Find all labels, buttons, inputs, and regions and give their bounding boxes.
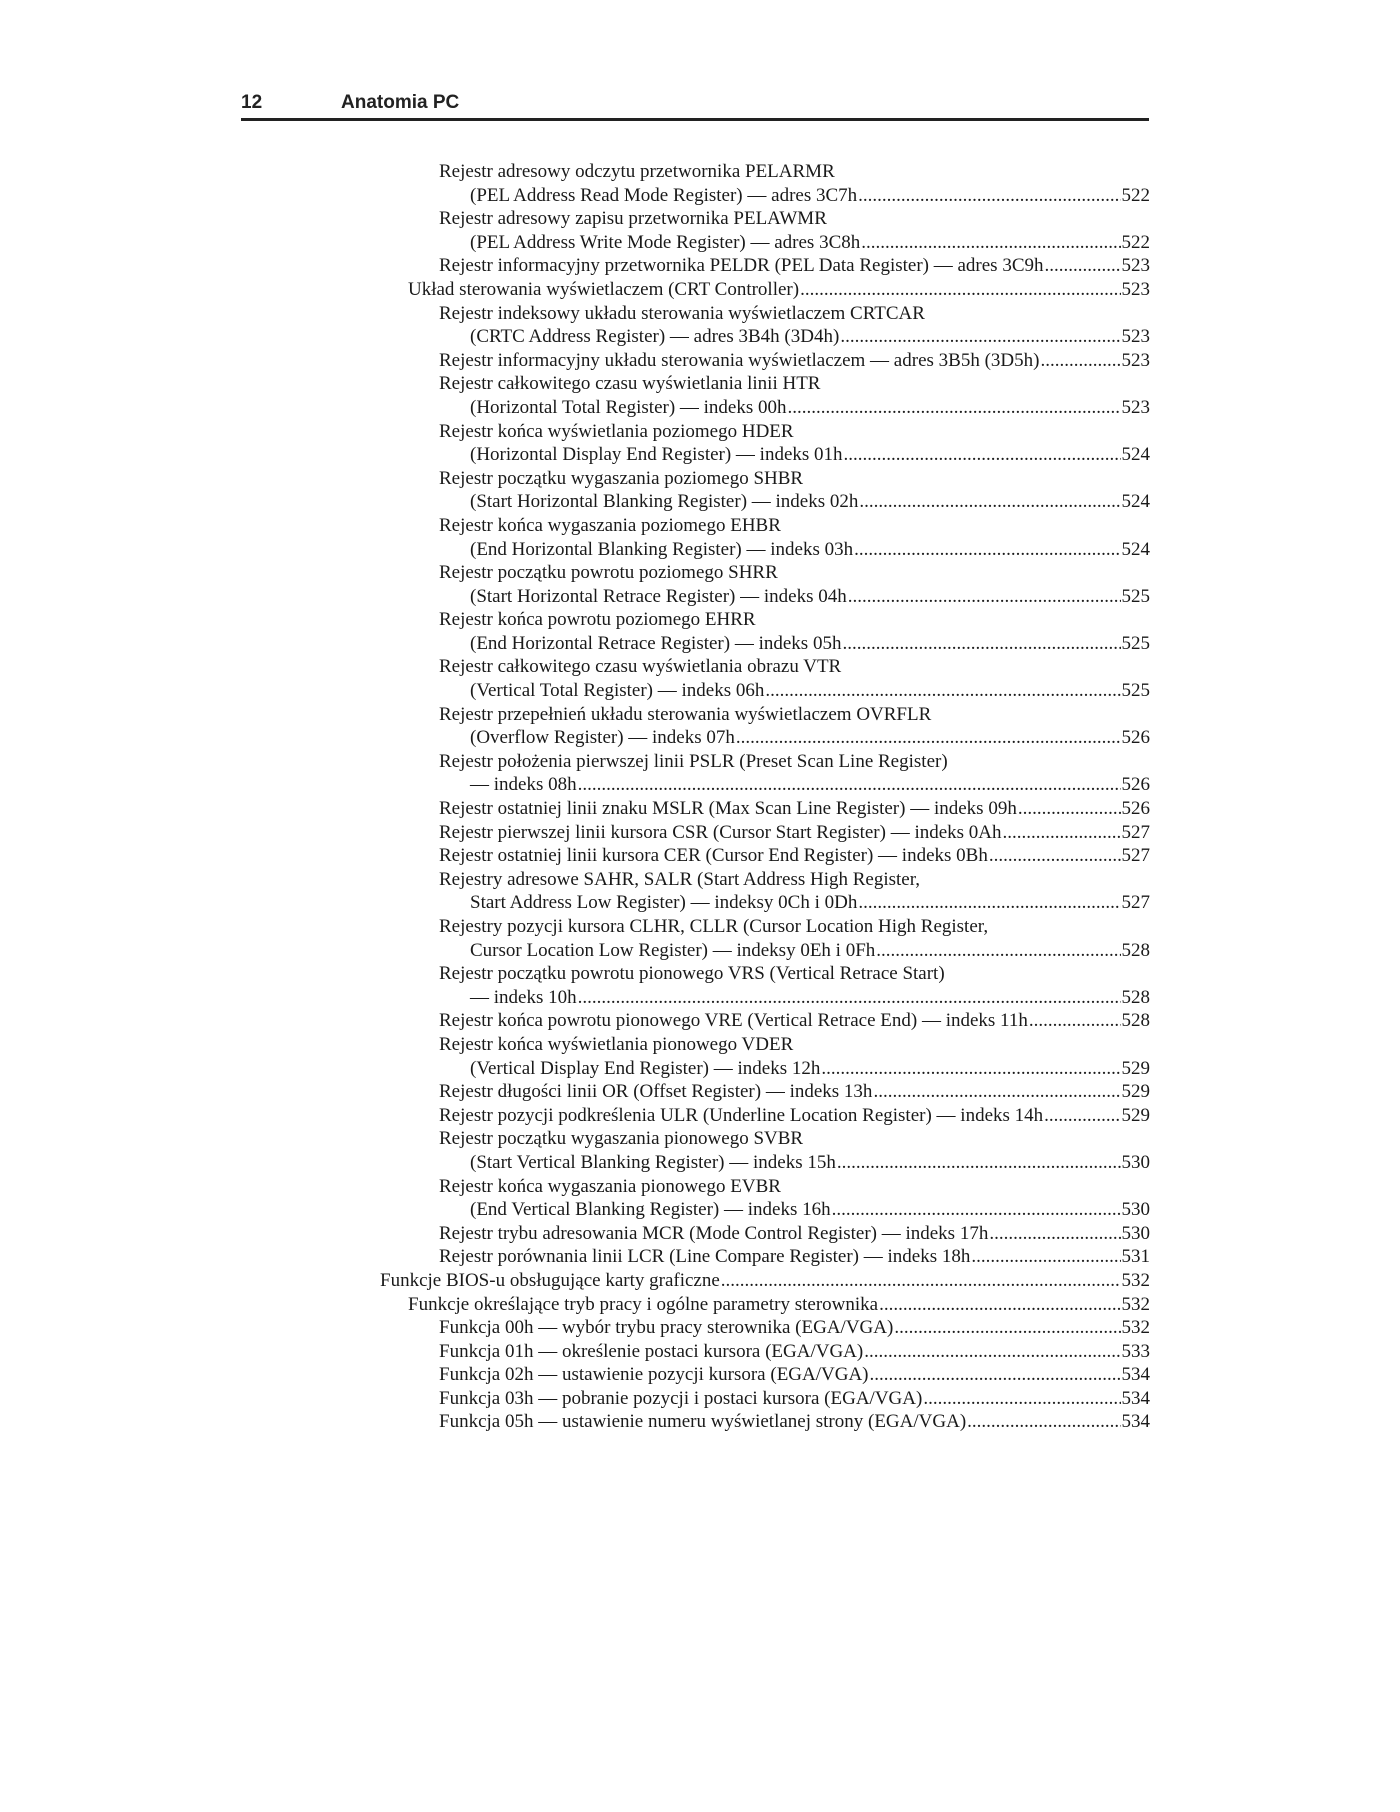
toc-entry [380,1293,1150,1317]
toc-leader-dots [721,1269,1121,1293]
toc-entry [380,1340,1150,1364]
toc-leader-dots [821,1057,1120,1081]
toc-entry [380,1057,1150,1081]
toc-leader-dots [736,726,1121,750]
toc-entry [380,1127,1150,1151]
toc-entry [380,184,1150,208]
toc-entry [380,585,1150,609]
toc-page-number: 530 [1121,1222,1150,1244]
toc-entry [380,490,1150,514]
toc-leader-dots [879,1293,1120,1317]
toc-entry-text: Rejestr informacyjny przetwornika PELDR (PEL Data Register) — adres 3C9h [439,255,1044,277]
toc-leader-dots [1003,821,1121,845]
toc-entry [380,962,1150,986]
toc-page-number: 523 [1121,396,1150,418]
toc-entry-text: Rejestr całkowitego czasu wyświetlania obrazu VTR [439,656,842,678]
toc-entry [380,986,1150,1010]
toc-entry-text: Rejestry pozycji kursora CLHR, CLLR (Cursor Location High Register, [439,916,989,937]
toc-leader-dots [864,1340,1120,1364]
toc-page-number: 532 [1121,1317,1150,1339]
toc-entry-text: — indeks 10h [470,986,577,1008]
toc-entry [380,939,1150,963]
toc-leader-dots [578,773,1121,797]
toc-entry-text: Rejestr porównania linii LCR (Line Compare Register) — indeks 18h [439,1246,971,1268]
toc-entry-text: Funkcja 00h — wybór trybu pracy sterownika (EGA/VGA) [439,1317,894,1339]
toc-page-number: 522 [1121,184,1150,206]
toc-entry [380,1198,1150,1222]
toc-entry-text: Rejestr początku powrotu pionowego VRS (Vertical Retrace Start) [439,963,945,985]
toc-entry-text: Rejestr początku wygaszania pionowego SVBR [439,1128,804,1150]
toc-entry-text: (PEL Address Write Mode Register) — adres 3C8h [470,231,861,253]
toc-page-number: 524 [1121,444,1150,466]
toc-entry-text: Rejestr końca wygaszania pionowego EVBR [439,1175,781,1197]
toc-entry-text: Rejestr końca powrotu pionowego VRE (Vertical Retrace End) — indeks 11h [439,1010,1028,1032]
toc-leader-dots [870,1363,1121,1387]
toc-entry-text: Start Address Low Register) — indeksy 0Ch i 0Dh [470,892,858,914]
toc-entry [380,844,1150,868]
toc-leader-dots [989,1222,1120,1246]
toc-leader-dots [861,231,1120,255]
toc-entry [380,254,1150,278]
toc-entry-text: Rejestr końca wygaszania poziomego EHBR [439,514,781,536]
toc-entry-text: Rejestr pozycji podkreślenia ULR (Underline Location Register) — indeks 14h [439,1104,1044,1126]
toc-entry [380,1387,1150,1411]
toc-entry-text: Rejestr adresowy zapisu przetwornika PELAWMR [439,208,827,230]
toc-page-number: 526 [1121,774,1150,796]
toc-entry-text: Rejestr pierwszej linii kursora CSR (Cursor Start Register) — indeks 0Ah [439,821,1002,843]
toc-entry [380,608,1150,632]
toc-page-number: 530 [1121,1151,1150,1173]
toc-leader-dots [844,443,1121,467]
toc-page-number: 534 [1121,1387,1150,1409]
toc-leader-dots [578,986,1121,1010]
toc-entry [380,396,1150,420]
toc-leader-dots [989,844,1121,868]
toc-entry [380,278,1150,302]
toc-page-number: 532 [1121,1269,1150,1291]
toc-entry-text: Rejestr długości linii OR (Offset Register) — indeks 13h [439,1081,873,1103]
toc-entry [380,1104,1150,1128]
toc-page-number: 529 [1121,1081,1150,1103]
page-number: 12 [241,92,263,113]
toc-entry [380,514,1150,538]
toc-page-number: 528 [1121,939,1150,961]
toc-entry-text: (Vertical Display End Register) — indeks 12h [470,1057,821,1079]
toc-leader-dots [923,1387,1120,1411]
table-of-contents [380,160,1150,1434]
toc-page-number: 527 [1121,845,1150,867]
toc-page-number: 523 [1121,255,1150,277]
toc-page-number: 532 [1121,1293,1150,1315]
toc-page-number: 526 [1121,727,1150,749]
toc-leader-dots [1045,254,1121,278]
toc-entry-text: Rejestr ostatniej linii kursora CER (Cursor End Register) — indeks 0Bh [439,845,988,867]
toc-page-number: 529 [1121,1057,1150,1079]
toc-leader-dots [1040,349,1120,373]
toc-leader-dots [1044,1104,1120,1128]
toc-entry-text: Funkcje określające tryb pracy i ogólne parametry sterownika [408,1293,879,1315]
toc-entry [380,679,1150,703]
toc-page-number: 533 [1121,1340,1150,1362]
toc-entry [380,797,1150,821]
toc-leader-dots [1029,1009,1121,1033]
toc-page-number: 530 [1121,1199,1150,1221]
toc-entry-text: Rejestr informacyjny układu sterowania wyświetlaczem — adres 3B5h (3D5h) [439,349,1040,371]
toc-page-number: 522 [1121,231,1150,253]
toc-entry-text: Rejestr końca wyświetlania poziomego HDER [439,420,794,442]
toc-entry [380,231,1150,255]
toc-entry [380,632,1150,656]
toc-entry [380,302,1150,326]
toc-leader-dots [1018,797,1121,821]
toc-entry-text: Rejestr ostatniej linii znaku MSLR (Max Scan Line Register) — indeks 09h [439,798,1017,820]
toc-entry [380,750,1150,774]
toc-entry [380,1080,1150,1104]
toc-entry-text: (End Horizontal Blanking Register) — indeks 03h [470,538,854,560]
toc-entry [380,420,1150,444]
toc-entry [380,1316,1150,1340]
toc-page-number: 527 [1121,821,1150,843]
toc-entry-text: (CRTC Address Register) — adres 3B4h (3D4h) [470,326,840,348]
toc-entry-text: Funkcja 01h — określenie postaci kursora (EGA/VGA) [439,1340,864,1362]
toc-entry-text: (Horizontal Display End Register) — indeks 01h [470,444,843,466]
toc-entry [380,1009,1150,1033]
toc-entry-text: (Start Horizontal Retrace Register) — indeks 04h [470,585,847,607]
toc-leader-dots [765,679,1120,703]
toc-page-number: 523 [1121,278,1150,300]
toc-page-number: 528 [1121,986,1150,1008]
toc-entry [380,1363,1150,1387]
toc-entry [380,160,1150,184]
toc-entry [380,868,1150,892]
toc-entry [380,561,1150,585]
toc-entry [380,1033,1150,1057]
running-title: Anatomia PC [341,92,460,113]
toc-page-number: 534 [1121,1364,1150,1386]
toc-page-number: 525 [1121,585,1150,607]
toc-entry [380,1151,1150,1175]
toc-entry [380,1410,1150,1434]
toc-entry [380,325,1150,349]
toc-page-number: 531 [1121,1246,1150,1268]
toc-leader-dots [894,1316,1120,1340]
toc-leader-dots [967,1410,1120,1434]
toc-entry [380,1175,1150,1199]
toc-leader-dots [788,396,1121,420]
toc-entry [380,655,1150,679]
toc-entry-text: Rejestr trybu adresowania MCR (Mode Control Register) — indeks 17h [439,1222,989,1244]
toc-entry [380,467,1150,491]
toc-entry-text: Funkcja 03h — pobranie pozycji i postaci kursora (EGA/VGA) [439,1387,923,1409]
toc-leader-dots [842,632,1120,656]
toc-leader-dots [837,1151,1121,1175]
toc-leader-dots [840,325,1120,349]
toc-leader-dots [858,184,1120,208]
toc-entry [380,349,1150,373]
toc-page-number: 523 [1121,326,1150,348]
toc-page-number: 528 [1121,1010,1150,1032]
toc-entry [380,915,1150,939]
toc-entry [380,821,1150,845]
toc-entry [380,1222,1150,1246]
toc-entry [380,726,1150,750]
toc-entry [380,372,1150,396]
toc-page-number: 525 [1121,680,1150,702]
toc-page-number: 529 [1121,1104,1150,1126]
toc-entry-text: (Start Horizontal Blanking Register) — indeks 02h [470,491,859,513]
toc-entry-text: (Overflow Register) — indeks 07h [470,727,735,749]
toc-leader-dots [848,585,1121,609]
toc-leader-dots [876,939,1120,963]
toc-entry-text: Rejestr przepełnień układu sterowania wyświetlaczem OVRFLR [439,703,932,725]
toc-entry-text: Rejestr końca powrotu poziomego EHRR [439,609,756,631]
toc-entry-text: Rejestr adresowy odczytu przetwornika PELARMR [439,161,835,182]
toc-leader-dots [832,1198,1121,1222]
toc-entry-text: — indeks 08h [470,774,577,796]
toc-page-number: 523 [1121,349,1150,371]
toc-entry-text: (Horizontal Total Register) — indeks 00h [470,396,787,418]
toc-leader-dots [859,490,1120,514]
toc-leader-dots [873,1080,1120,1104]
toc-entry [380,1269,1150,1293]
toc-entry-text: Funkcja 02h — ustawienie pozycji kursora (EGA/VGA) [439,1364,869,1386]
toc-entry-text: (Start Vertical Blanking Register) — indeks 15h [470,1151,836,1173]
toc-entry-text: Funkcje BIOS-u obsługujące karty graficzne [380,1269,720,1291]
toc-entry [380,703,1150,727]
toc-page-number: 534 [1121,1411,1150,1433]
toc-entry-text: (PEL Address Read Mode Register) — adres 3C7h [470,184,858,206]
toc-entry [380,443,1150,467]
toc-entry-text: Rejestr położenia pierwszej linii PSLR (Preset Scan Line Register) [439,750,948,772]
toc-entry-text: Rejestr końca wyświetlania pionowego VDER [439,1033,794,1055]
toc-entry [380,1245,1150,1269]
page-header [241,92,1149,121]
toc-page-number: 527 [1121,892,1150,914]
toc-entry-text: (End Horizontal Retrace Register) — indeks 05h [470,632,842,654]
toc-leader-dots [858,891,1120,915]
toc-page-number: 526 [1121,798,1150,820]
toc-entry-text: Funkcja 05h — ustawienie numeru wyświetlanej strony (EGA/VGA) [439,1411,967,1433]
toc-entry-text: Rejestr początku wygaszania poziomego SHBR [439,467,804,489]
toc-entry-text: Rejestr całkowitego czasu wyświetlania linii HTR [439,373,821,395]
toc-entry-text: Układ sterowania wyświetlaczem (CRT Controller) [408,278,800,300]
toc-leader-dots [854,538,1120,562]
toc-entry-text: (Vertical Total Register) — indeks 06h [470,680,765,702]
toc-page-number: 524 [1121,491,1150,513]
toc-leader-dots [800,278,1120,302]
toc-entry-text: Rejestr początku powrotu poziomego SHRR [439,562,778,584]
toc-page-number: 525 [1121,632,1150,654]
toc-entry [380,207,1150,231]
toc-entry [380,891,1150,915]
toc-leader-dots [971,1245,1120,1269]
toc-entry [380,538,1150,562]
toc-entry-text: Cursor Location Low Register) — indeksy 0Eh i 0Fh [470,939,876,961]
toc-page-number: 524 [1121,538,1150,560]
toc-entry-text: Rejestr indeksowy układu sterowania wyświetlaczem CRTCAR [439,302,925,324]
toc-entry-text: (End Vertical Blanking Register) — indeks 16h [470,1199,831,1221]
toc-entry [380,773,1150,797]
toc-entry-text: Rejestry adresowe SAHR, SALR (Start Address High Register, [439,868,921,890]
